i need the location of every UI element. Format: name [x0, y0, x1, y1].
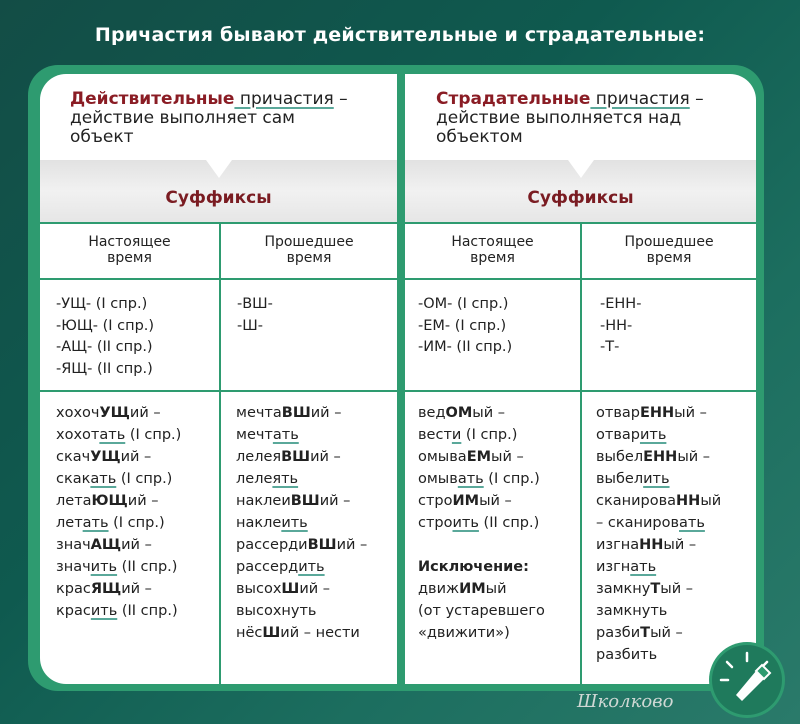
row-divider — [40, 278, 756, 280]
active-term: Действительные — [70, 89, 235, 109]
band-notch — [206, 160, 232, 178]
word-part: стро — [418, 493, 453, 509]
verb-ending: ить — [90, 603, 118, 619]
suffix-highlight: ОМ — [445, 405, 473, 421]
word-part: ый – — [660, 581, 693, 597]
suffix-highlight: ВШ — [281, 449, 311, 465]
header-line: Настоящее — [88, 234, 171, 250]
cell-divider — [219, 222, 221, 684]
passive-definition-line: объектом — [436, 127, 523, 147]
suffix-highlight: ВШ — [281, 405, 311, 421]
header-line: Прошедшее — [624, 234, 714, 250]
word-part: ый — [485, 581, 507, 597]
verb-ending: ать — [630, 559, 657, 575]
passive-present-header — [405, 234, 580, 266]
example-line — [418, 622, 545, 644]
header-line: время — [646, 250, 692, 266]
active-past-suffixes — [237, 294, 273, 337]
example-line — [56, 402, 181, 424]
passive-present-suffixes — [418, 294, 512, 359]
passive-definition — [436, 90, 704, 147]
passive-definition-line: действие выполняется над — [436, 108, 682, 128]
example-line — [56, 446, 181, 468]
word-part: хохот — [56, 427, 100, 443]
example-line — [596, 644, 721, 666]
suffix-highlight: ЕМ — [466, 449, 492, 465]
active-present-suffixes — [56, 294, 154, 380]
suffix-highlight: ВШ — [307, 537, 337, 553]
verb-ending: и — [451, 427, 462, 443]
passive-past-suffixes — [600, 294, 641, 359]
verb-ending: ать — [90, 471, 117, 487]
word-part: ый – — [650, 625, 683, 641]
verb-ending: ить — [281, 515, 308, 531]
word-part: вест — [418, 427, 452, 443]
word-part: ий – — [120, 449, 152, 465]
suffix-item: -АЩ- (II спр.) — [56, 339, 153, 355]
example-line — [236, 600, 367, 622]
word-part: (II спр.) — [117, 559, 178, 575]
example-line — [236, 468, 367, 490]
band-notch — [568, 160, 594, 178]
verb-ending: ить — [639, 427, 667, 443]
example-line — [418, 534, 545, 556]
passive-past-examples — [596, 402, 721, 666]
example-line — [56, 600, 181, 622]
example-line — [56, 468, 181, 490]
suffix-highlight: Исключение: — [418, 559, 529, 575]
example-line — [236, 578, 367, 600]
word-part: движ — [418, 581, 460, 597]
logo-graphic — [712, 645, 782, 715]
word-part: ый – — [663, 537, 697, 553]
word-part: разби — [596, 625, 641, 641]
example-line — [236, 402, 367, 424]
verb-ending: ить — [298, 559, 325, 575]
verb-ending: ить — [643, 471, 670, 487]
suffix-item: -ВШ- — [237, 296, 273, 312]
participles-table — [40, 74, 756, 684]
word-part: ий – — [127, 493, 159, 509]
verb-ending: ать — [99, 427, 126, 443]
verb-ending: ять — [272, 471, 299, 487]
word-part: ий – — [299, 581, 331, 597]
word-part: ий – — [129, 405, 161, 421]
suffix-highlight: УЩ — [90, 449, 121, 465]
example-line — [418, 424, 545, 446]
active-suffix-label: Суффиксы — [165, 188, 272, 208]
word-part: ий – нести — [280, 625, 360, 641]
example-line — [56, 578, 181, 600]
suffix-highlight: Т — [650, 581, 661, 597]
suffix-highlight: ЕНН — [643, 449, 678, 465]
example-line — [236, 622, 367, 644]
word-part: разбить — [596, 647, 658, 663]
example-line — [596, 424, 721, 446]
word-part: высох — [236, 581, 282, 597]
suffix-item: -Т- — [600, 339, 620, 355]
word-part: – сканиров — [596, 515, 679, 531]
word-part: замкну — [596, 581, 651, 597]
word-part: «движити») — [418, 625, 510, 641]
example-line — [596, 468, 721, 490]
passive-past-header — [582, 234, 756, 266]
example-line — [418, 402, 545, 424]
header-line: время — [286, 250, 332, 266]
suffix-highlight: ИМ — [452, 493, 480, 509]
verb-ending: ать — [457, 471, 484, 487]
suffix-highlight: АЩ — [90, 537, 122, 553]
word-part: ый – — [674, 405, 707, 421]
suffix-item: -ОМ- (I спр.) — [418, 296, 509, 312]
word-part: изгн — [596, 559, 631, 575]
example-line — [418, 446, 545, 468]
suffix-highlight: ВШ — [290, 493, 320, 509]
active-participle-word: причастия — [234, 89, 334, 109]
row-divider — [40, 390, 756, 392]
word-part: лета — [56, 493, 92, 509]
suffix-item: -УЩ- (I спр.) — [56, 296, 148, 312]
example-line — [56, 490, 181, 512]
word-part: скак — [56, 471, 91, 487]
example-line — [596, 490, 721, 512]
word-part: (I спр.) — [461, 427, 518, 443]
word-part: (I спр.) — [125, 427, 182, 443]
suffix-highlight: Ш — [281, 581, 300, 597]
example-line — [596, 578, 721, 600]
word-part: ый — [700, 493, 722, 509]
verb-ending: ить — [90, 559, 118, 575]
suffix-highlight: ЯЩ — [90, 581, 122, 597]
word-part: омыв — [418, 471, 458, 487]
cell-divider — [580, 222, 582, 684]
word-part: стро — [418, 515, 453, 531]
passive-suffix-label: Суффиксы — [527, 188, 634, 208]
word-part: знач — [56, 559, 91, 575]
suffix-highlight: ЕНН — [639, 405, 675, 421]
passive-participle-word: причастия — [590, 89, 690, 109]
word-part: (I спр.) — [483, 471, 540, 487]
example-line — [56, 424, 181, 446]
verb-ending: ать — [82, 515, 109, 531]
word-part: отвар — [596, 405, 640, 421]
dash: – — [689, 89, 704, 109]
word-part: крас — [56, 581, 91, 597]
word-part: ый – — [677, 449, 711, 465]
example-line — [418, 512, 545, 534]
word-part: леле — [236, 471, 273, 487]
word-part: скач — [56, 449, 91, 465]
suffix-highlight: ЮЩ — [91, 493, 128, 509]
verb-ending: ать — [679, 515, 705, 531]
word-part: омыва — [418, 449, 467, 465]
example-line — [236, 534, 367, 556]
suffix-item: -НН- — [600, 317, 633, 334]
word-part: (от устаревшего — [418, 603, 545, 619]
active-definition-line: действие выполняет сам — [70, 108, 295, 128]
word-part: (I спр.) — [116, 471, 173, 487]
word-part: ий – — [310, 405, 342, 421]
passive-present-examples — [418, 402, 545, 644]
active-past-header — [221, 234, 397, 266]
word-part: ый – — [472, 405, 505, 421]
word-part: выбел — [596, 471, 644, 487]
example-line — [236, 556, 367, 578]
verb-ending: ать — [272, 427, 299, 443]
example-line — [596, 556, 721, 578]
word-part: знач — [56, 537, 91, 553]
word-part: лет — [56, 515, 83, 531]
header-line: время — [107, 250, 152, 266]
example-line — [596, 446, 721, 468]
example-line — [236, 424, 367, 446]
word-part: ий – — [121, 537, 152, 553]
passive-term: Страдательные — [436, 89, 591, 109]
word-part: мечт — [236, 427, 273, 443]
suffix-highlight: НН — [639, 537, 664, 553]
word-part: крас — [56, 603, 91, 619]
row-divider — [40, 222, 756, 224]
dash: – — [333, 89, 348, 109]
example-line — [418, 490, 545, 512]
word-part: замкнуть — [596, 603, 668, 619]
suffix-item: -ЮЩ- (I спр.) — [56, 317, 155, 334]
word-part: ий – — [310, 449, 341, 465]
word-part: рассерд — [236, 559, 299, 575]
word-part: ый – — [491, 449, 524, 465]
word-part: изгна — [596, 537, 640, 553]
suffix-item: -ЕМ- (I спр.) — [418, 317, 507, 334]
word-part: ий – — [336, 537, 368, 553]
word-part: мечта — [236, 405, 282, 421]
logo-icon — [712, 645, 782, 715]
verb-ending: ить — [452, 515, 479, 531]
word-part: хохоч — [56, 405, 100, 421]
example-line — [56, 512, 181, 534]
suffix-highlight: НН — [676, 493, 701, 509]
example-line — [56, 556, 181, 578]
active-past-examples — [236, 402, 367, 644]
example-line — [56, 534, 181, 556]
example-line — [596, 512, 721, 534]
suffix-highlight: УЩ — [99, 405, 130, 421]
example-line — [418, 600, 545, 622]
column-divider — [397, 74, 405, 684]
word-part: ий – — [319, 493, 351, 509]
word-part: высохнуть — [236, 603, 317, 619]
header-line: Настоящее — [451, 234, 534, 250]
suffix-item: -ЕНН- — [600, 296, 642, 312]
word-part: нёс — [236, 625, 263, 641]
page-title: Причастия бывают действительные и страдательные: — [94, 24, 706, 46]
word-part: наклеи — [236, 493, 291, 509]
word-part: накле — [236, 515, 282, 531]
active-present-header — [40, 234, 219, 266]
example-line — [236, 512, 367, 534]
word-part: ый – — [479, 493, 512, 509]
suffix-item: -ЯЩ- (II спр.) — [56, 360, 153, 377]
suffix-highlight: Т — [640, 625, 651, 641]
example-line — [596, 622, 721, 644]
word-part: выбел — [596, 449, 644, 465]
word-part: ий – — [121, 581, 152, 597]
suffix-item: -ИМ- (II спр.) — [418, 339, 513, 355]
word-part: рассерди — [236, 537, 308, 553]
header-line: Прошедшее — [264, 234, 354, 250]
header-line: время — [470, 250, 515, 266]
word-part: (II спр.) — [478, 515, 540, 531]
suffix-highlight: ИМ — [459, 581, 486, 597]
example-line — [596, 402, 721, 424]
brand-watermark: Школково — [577, 691, 674, 712]
word-part: вед — [418, 405, 446, 421]
suffix-highlight: Ш — [262, 625, 281, 641]
active-definition — [70, 90, 348, 147]
word-part: лелея — [236, 449, 282, 465]
example-line — [418, 578, 545, 600]
word-part: (II спр.) — [117, 603, 178, 619]
word-part: сканирова — [596, 493, 677, 509]
active-present-examples — [56, 402, 181, 622]
suffix-item: -Ш- — [237, 317, 263, 334]
word-part: отвар — [596, 427, 640, 443]
word-part: (I спр.) — [108, 515, 165, 531]
example-line — [418, 556, 545, 578]
example-line — [418, 468, 545, 490]
example-line — [236, 446, 367, 468]
example-line — [596, 600, 721, 622]
example-line — [236, 490, 367, 512]
example-line — [596, 534, 721, 556]
active-definition-line: объект — [70, 127, 134, 147]
